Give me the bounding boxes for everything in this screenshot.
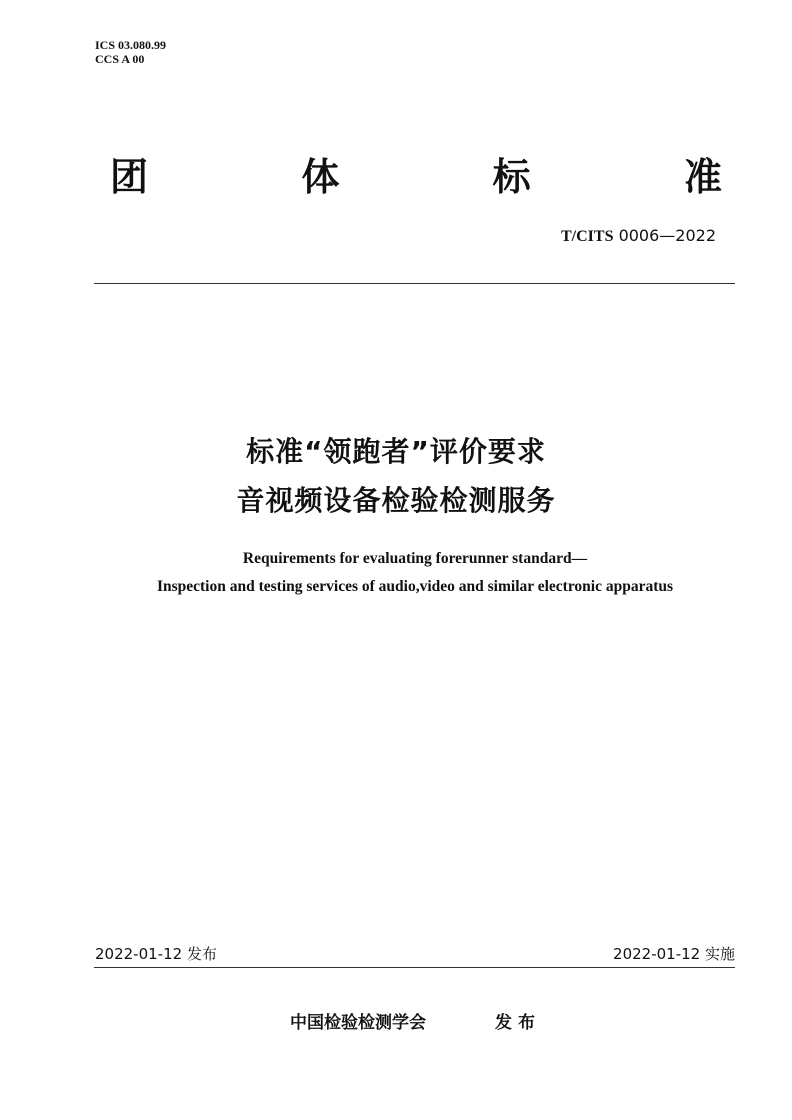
standard-type-heading xyxy=(110,148,722,198)
title-en-line2: Inspection and testing services of audio,video and similar electronic apparatus xyxy=(156,578,674,595)
title-zh-line2: 音视频设备检验检测服务 xyxy=(236,484,556,517)
title-en-line1: Requirements for evaluating forerunner standard— xyxy=(242,550,588,567)
issue-action: 发布 xyxy=(495,1013,541,1033)
standard-number-code: 0006—2022 xyxy=(618,226,716,245)
standard-type-char: 体 xyxy=(301,154,340,199)
standard-number xyxy=(561,226,716,246)
ccs-code: CCS A 00 xyxy=(95,52,145,66)
bottom-divider xyxy=(94,967,735,968)
top-divider xyxy=(94,283,735,284)
standard-type-char: 标 xyxy=(492,154,531,199)
title-zh-line1: 标准“领跑者”评价要求 xyxy=(246,435,546,468)
publish-date: 2022-01-12 发布 xyxy=(95,945,217,963)
classification-codes xyxy=(95,38,166,66)
ics-code: ICS 03.080.99 xyxy=(95,38,167,52)
standard-number-prefix: T/CITS xyxy=(561,228,614,245)
issuing-organization: 中国检验检测学会 xyxy=(290,1013,426,1033)
standard-type-char: 团 xyxy=(110,154,149,199)
implement-date: 2022-01-12 实施 xyxy=(613,945,735,963)
standard-type-char: 准 xyxy=(683,154,722,199)
